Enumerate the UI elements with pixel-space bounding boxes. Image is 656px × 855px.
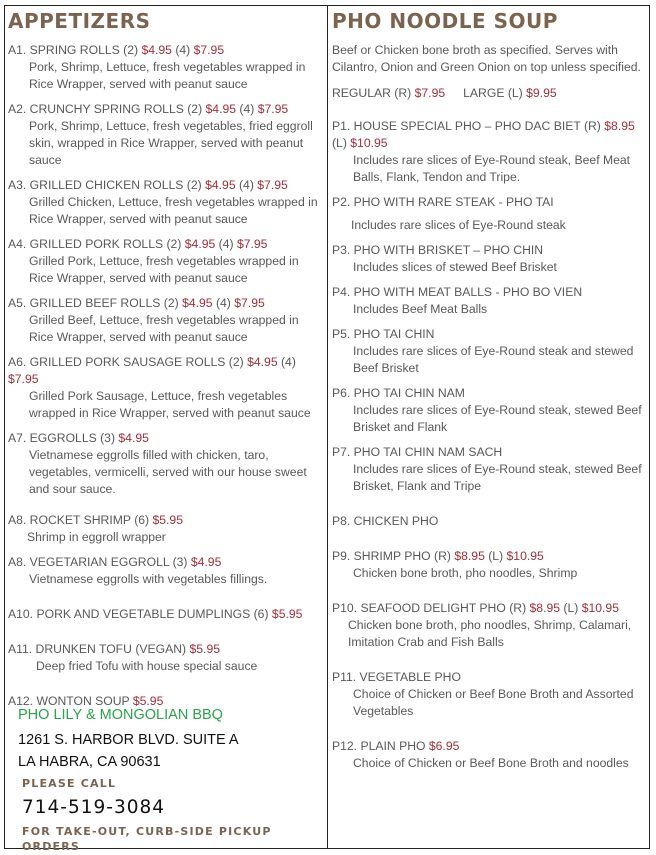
item-title: P6. PHO TAI CHIN NAM [332,386,465,400]
item-description: Grilled Pork, Lettuce, fresh vegetables wrapped in Rice Wrapper, served with peanut sauce [29,254,299,285]
item-size: (L) [484,549,507,563]
item-price: $4.95 [190,555,222,569]
item-price: $7.95 [193,43,225,57]
menu-item-a11 [8,641,324,675]
item-size: (L) [560,601,582,615]
item-price: $8.95 [529,601,561,615]
item-size: (L) [332,136,351,150]
menu-item-p5 [332,326,646,377]
menu-item-p2 [332,194,646,234]
item-price: $4.95 [205,178,236,192]
menu-item-p8 [332,513,646,530]
item-description: Includes rare slices of Eye-Round steak and stewed Beef Brisket [353,344,634,375]
item-price: $8.95 [604,119,635,133]
pho-heading: PHO NOODLE SOUP [332,9,558,33]
address-line1: 1261 S. HARBOR BLVD. SUITE A [18,732,239,748]
item-description: Pork, Shrimp, Lettuce, fresh vegetables, fried eggroll skin, wrapped in Rice Wrapper, served with peanut sauce [29,119,313,167]
size-regular-price: $7.95 [414,86,446,100]
item-price: $7.95 [234,296,265,310]
menu-item-p1 [332,118,646,186]
item-size: (4) [171,43,194,57]
size-large-price: $9.95 [526,86,557,100]
item-description: Grilled Beef, Lettuce, fresh vegetables wrapped in Rice Wrapper, served with peanut sauce [29,313,299,344]
item-price: $4.95 [141,43,172,57]
menu-item-p12 [332,738,646,772]
item-title: P4. PHO WITH MEAT BALLS - PHO BO VIEN [332,285,583,299]
item-description: Vietnamese eggrolls with vegetables fillings. [29,572,268,586]
pho-intro: Beef or Chicken bone broth as specified. Serves with Cilantro, Onion and Green Onion on top unless specified. [332,43,641,74]
appetizers-heading: APPETIZERS [8,9,151,33]
item-description: Chicken bone broth, pho noodles, Shrimp, Calamari, Imitation Crab and Fish Balls [348,618,632,649]
item-price: $10.95 [506,549,544,563]
item-title: P12. PLAIN PHO [332,739,429,753]
item-description: Includes rare slices of Eye-Round steak, Beef Meat Balls, Flank, Tendon and Tripe. [353,153,631,184]
column-divider [327,5,328,849]
item-title: P3. PHO WITH BRISKET – PHO CHIN [332,243,544,257]
item-title: A1. SPRING ROLLS (2) [8,43,142,57]
item-price: $8.95 [454,549,485,563]
item-description: Includes slices of stewed Beef Brisket [353,260,557,274]
item-title: P1. HOUSE SPECIAL PHO – PHO DAC BIET (R) [332,119,605,133]
takeout-note: FOR TAKE-OUT, CURB-SIDE PICKUP ORDERS [22,825,272,853]
item-price: $5.95 [152,513,183,527]
item-title: A10. PORK AND VEGETABLE DUMPLINGS (6) [8,607,272,621]
item-price: $4.95 [184,237,216,251]
item-description: Includes rare slices of Eye-Round steak, stewed Beef Brisket, Flank and Tripe [353,462,642,493]
item-title: P8. CHICKEN PHO [332,514,439,528]
item-price: $5.95 [271,607,303,621]
item-description: Chicken bone broth, pho noodles, Shrimp [353,566,578,580]
menu-item-a5 [8,295,324,346]
item-description: Deep fried Tofu with house special sauce [36,659,258,673]
item-size: (4) [212,296,235,310]
item-size: (4) [277,355,296,369]
menu-item-p9 [332,548,646,582]
item-title: A12. WONTON SOUP [8,694,133,708]
item-description: Includes Beef Meat Balls [353,302,488,316]
menu-item-a1 [8,42,324,93]
menu-item-p11 [332,669,646,720]
menu-item-a8-rocket [8,512,324,546]
item-title: A4. GRILLED PORK ROLLS (2) [8,237,185,251]
phone-number[interactable]: 714-519-3084 [22,797,166,818]
item-size: (4) [235,178,258,192]
appetizers-column [8,8,324,710]
item-price: $10.95 [581,601,619,615]
pho-column [332,8,646,772]
pho-sizes [332,85,646,102]
item-price: $6.95 [428,739,460,753]
item-title: P11. VEGETABLE PHO [332,670,461,684]
item-title: P5. PHO TAI CHIN [332,327,435,341]
item-title: A8. ROCKET SHRIMP (6) [8,513,153,527]
item-title: P2. PHO WITH RARE STEAK - PHO TAI [332,195,554,209]
item-price: $4.95 [118,431,149,445]
menu-item-p3 [332,242,646,276]
item-description: Includes rare slices of Eye-Round steak [351,218,566,232]
item-price: $5.95 [189,642,220,656]
address-line2: LA HABRA, CA 90631 [18,754,161,770]
item-price: $7.95 [257,102,289,116]
item-description: Pork, Shrimp, Lettuce, fresh vegetables wrapped in Rice Wrapper, served with peanut sauce [29,60,306,91]
item-price: $7.95 [257,178,288,192]
menu-item-a7 [8,430,324,498]
menu-item-a8-vegetarian [8,554,324,588]
item-price: $7.95 [236,237,268,251]
item-description: Grilled Pork Sausage, Lettuce, fresh vegetables wrapped in Rice Wrapper, served with peanut sauce [29,389,311,420]
item-price: $10.95 [350,136,388,150]
item-description: Choice of Chicken or Beef Bone Broth and noodles [353,756,629,770]
item-price: $4.95 [247,355,278,369]
call-label: PLEASE CALL [22,777,117,790]
item-title: P10. SEAFOOD DELIGHT PHO (R) [332,601,530,615]
menu-item-p4 [332,284,646,318]
item-price: $5.95 [132,694,164,708]
menu-item-a4 [8,236,324,287]
item-title: A7. EGGROLLS (3) [8,431,119,445]
item-title: A3. GRILLED CHICKEN ROLLS (2) [8,178,206,192]
item-title: P7. PHO TAI CHIN NAM SACH [332,445,503,459]
item-description: Grilled Chicken, Lettuce, fresh vegetables wrapped in Rice Wrapper, served with peanut sauce [29,195,318,226]
item-title: A11. DRUNKEN TOFU (VEGAN) [8,642,190,656]
menu-item-p7 [332,444,646,495]
size-regular-label: REGULAR (R) [332,86,415,100]
item-price: $4.95 [182,296,213,310]
item-description: Shrimp in eggroll wrapper [27,530,166,544]
item-title: A8. VEGETARIAN EGGROLL (3) [8,555,191,569]
item-description: Choice of Chicken or Beef Bone Broth and Assorted Vegetables [353,687,634,718]
item-size: (4) [215,237,237,251]
item-description: Includes rare slices of Eye-Round steak, stewed Beef Brisket and Flank [353,403,642,434]
item-description: Vietnamese eggrolls filled with chicken, taro, vegetables, vermicelli, served with our house sweet and sour sauce. [29,448,307,496]
size-large-label: LARGE (L) [463,86,527,100]
business-name: PHO LILY & MONGOLIAN BBQ [18,707,223,723]
menu-item-a6 [8,354,324,422]
item-title: A2. CRUNCHY SPRING ROLLS (2) [8,102,206,116]
menu-item-a2 [8,101,324,169]
item-price: $7.95 [8,372,39,386]
item-title: A6. GRILLED PORK SAUSAGE ROLLS (2) [8,355,248,369]
menu-item-p6 [332,385,646,436]
menu-item-p10 [332,600,646,651]
business-info [18,705,318,854]
menu-item-a3 [8,177,324,228]
item-title: A5. GRILLED BEEF ROLLS (2) [8,296,183,310]
menu-item-a10 [8,606,324,623]
item-size: (4) [236,102,258,116]
item-price: $4.95 [205,102,237,116]
item-title: P9. SHRIMP PHO (R) [332,549,455,563]
